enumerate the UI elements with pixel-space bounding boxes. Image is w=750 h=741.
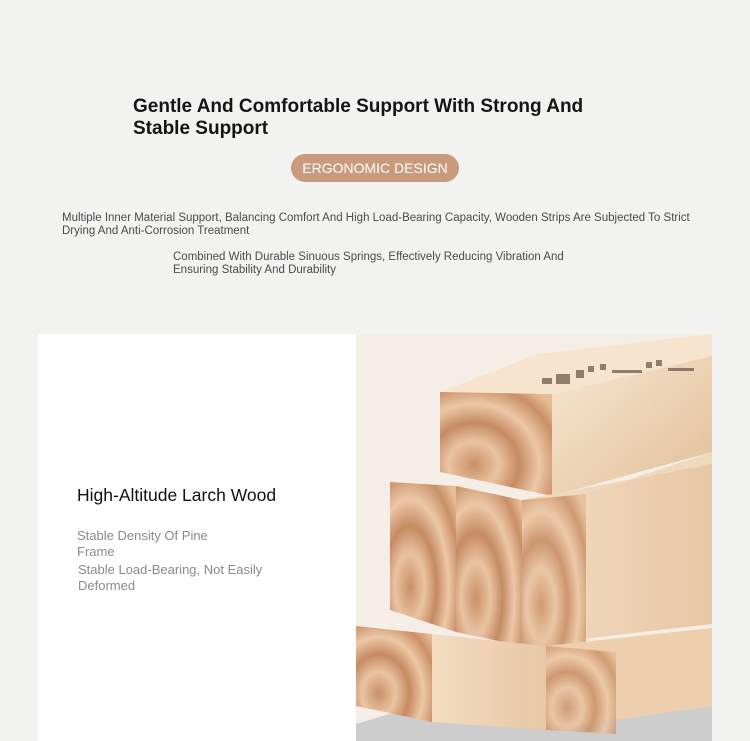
wood-blocks-image <box>356 334 712 741</box>
description-primary: Multiple Inner Material Support, Balancing Comfort And High Load-Bearing Capacity, Wooden Strips Are Subjected To Strict Drying And Anti-Corrosion Treatment <box>62 212 690 237</box>
feature-title: High-Altitude Larch Wood <box>77 485 277 505</box>
description-secondary: Combined With Durable Sinuous Springs, Effectively Reducing Vibration And Ensuring Stability And Durability <box>173 251 564 276</box>
ergonomic-design-badge: ERGONOMIC DESIGN <box>291 154 459 182</box>
feature-line-density: Stable Density Of Pine Frame <box>77 528 208 559</box>
section-headline: Gentle And Comfortable Support With Strong And Stable Support <box>133 96 584 139</box>
stacked-wood-blocks-icon <box>356 334 712 741</box>
feature-line-load-bearing: Stable Load-Bearing, Not Easily Deformed <box>78 562 263 593</box>
